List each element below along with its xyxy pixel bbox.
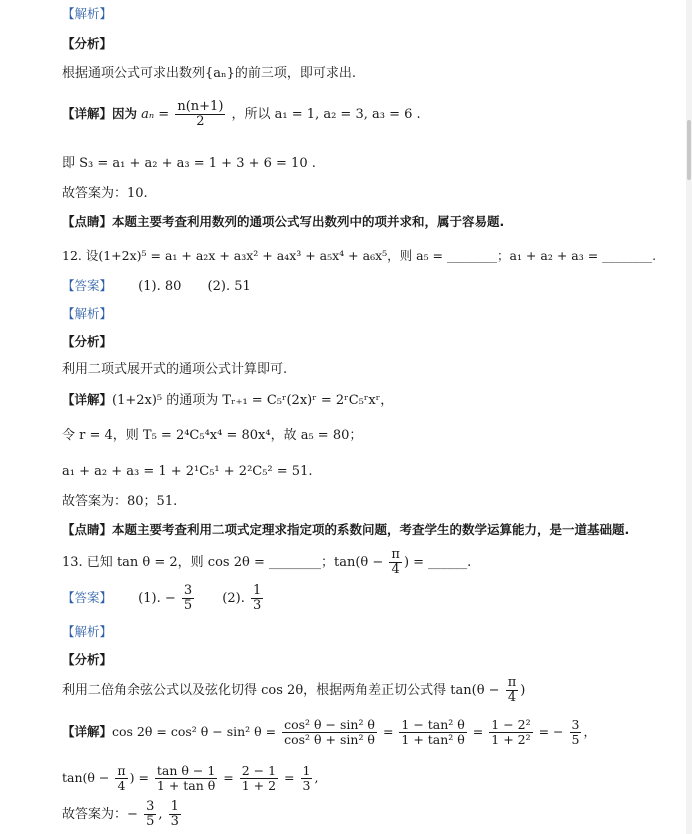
frac-num: 3 [183,583,193,598]
sum-line: 即 S₃ = a₁ + a₂ + a₃ = 1 + 3 + 6 = 10 . [62,156,316,171]
q13-tail: ) = ______. [403,555,472,570]
frac-den: 2 [196,114,205,129]
detail-line-sum: a₁ + a₂ + a₃ = 1 + 2¹C₅¹ + 2²C₅² = 51. [62,464,313,479]
fraction-1-3-c [169,800,181,829]
scrollbar[interactable] [686,0,692,834]
comma: , [158,807,163,822]
comment-line-2 [62,522,629,539]
q13-text: 13. 已知 tan θ = 2，则 cos 2θ = ________；tan(θ − [62,555,384,570]
section-label-xiangjie-3: 【详解】 [62,724,113,739]
fraction-1-3-b [301,764,313,793]
frac-den: 3 [302,778,311,793]
equals-sign: = [468,724,484,739]
fraction-tan [399,718,466,747]
detail-line-cos2theta [62,718,596,747]
section-label-jiexi: 【解析】 [62,6,113,21]
detail-line-binomial [62,392,393,409]
fraction-cos-sin [282,718,377,747]
frac-den: 4 [391,562,400,577]
section-label-fenxi-2: 【分析】 [62,334,113,349]
fraction-3-5-c [144,800,156,829]
fraction-3-5-b [570,718,582,747]
answer-row-13 [62,584,265,613]
final-answer-13 [62,800,183,829]
frac-den: 5 [183,598,193,613]
section-label-xiangjie-2: 【详解】 [62,392,113,407]
equals-sign: = [378,724,394,739]
detail-line-tan [62,764,318,793]
frac-num: 1 − tan² θ [401,717,465,732]
label-answer: 【答案】 [62,278,113,293]
detail-values: ，所以 a₁ = 1, a₂ = 3, a₃ = 6 . [231,107,421,122]
fraction-an [175,100,225,129]
frac-num: 1 − 2² [491,717,531,732]
frac-num: cos² θ − sin² θ [284,717,375,732]
frac-num: π [507,675,517,690]
frac-num: 3 [571,717,580,732]
comma: , [314,770,319,785]
frac-num: tan θ − 1 [156,763,216,778]
analysis-text: 根据通项公式可求出数列{aₙ}的前三项，即可求出. [62,66,357,81]
frac-den: 1 + 2 [241,778,277,793]
answer-line-10: 故答案为：10. [62,186,148,201]
formula-an: aₙ = [141,107,170,122]
fraction-pi-4-c [115,764,127,793]
equals-sign: = [280,770,295,785]
frac-den: 3 [170,814,179,829]
frac-den: cos² θ + sin² θ [284,732,375,747]
frac-num: 3 [146,799,155,814]
comma: ， [583,724,596,739]
frac-num: 1 [302,763,311,778]
label-answer-2: 【答案】 [62,590,113,605]
cos2theta-expr: cos 2θ = cos² θ − sin² θ = [112,724,277,739]
section-label-fenxi-3: 【分析】 [62,652,113,667]
section-label-dianjing: 【点睛】 [62,214,113,229]
section-label-jiexi-2: 【解析】 [62,306,113,321]
fraction-1-3 [251,584,263,613]
frac-den: 4 [117,778,126,793]
frac-den: 3 [252,598,262,613]
comment-line-1 [62,214,504,231]
fraction-3-5 [182,584,194,613]
fraction-2-1 [240,764,278,793]
binomial-term: (1+2x)⁵ 的通项为 Tᵣ₊₁ = C₅ʳ(2x)ʳ = 2ʳC₅ʳxʳ， [112,393,394,408]
frac-den: 5 [571,732,580,747]
close-paren-equals: ) = [129,770,149,785]
frac-num: 1 [170,799,179,814]
equals-minus-sign: = − [534,724,564,739]
section-label-dianjing-2: 【点睛】 [62,522,113,537]
scrollbar-thumb[interactable] [687,120,691,180]
frac-num: 1 [252,583,262,598]
fraction-pi-4-b [506,676,519,705]
frac-num: 2 − 1 [241,763,277,778]
frac-den: 1 + 2² [491,732,531,747]
analysis-3-tail: ) [520,683,526,698]
frac-den: 1 + tan² θ [401,732,465,747]
fraction-tan-minus [155,764,217,793]
answer-part-2: (2). 51 [207,279,251,294]
frac-den: 4 [507,690,517,705]
detail-line-r4: 令 r = 4，则 T₅ = 2⁴C₅⁴x⁴ = 80x⁴，故 a₅ = 80； [62,428,363,443]
section-label-jiexi-3: 【解析】 [62,624,113,639]
final-answer-label: 故答案为： [62,807,128,822]
comment-text: 本题主要考查利用数列的通项公式写出数列中的项并求和，属于容易题. [112,214,505,229]
comment-text-2: 本题主要考查利用二项式定理求指定项的系数问题，考查学生的数学运算能力，是一道基础题. [112,522,630,537]
section-label-xiangjie: 【详解】因为 [62,106,138,121]
question-13 [62,548,471,577]
analysis-3-text: 利用二倍角余弦公式以及弦化切得 cos 2θ，根据两角差正切公式得 tan(θ − [62,683,500,698]
answer-13-part-1: (1). − [138,591,176,606]
frac-den: 5 [146,814,155,829]
fraction-pi-4 [389,548,402,577]
tan-expr: tan(θ − [62,770,110,785]
frac-num: π [117,763,126,778]
section-label-fenxi: 【分析】 [62,36,113,51]
fraction-numeric [489,718,532,747]
question-12: 12. 设(1+2x)⁵ = a₁ + a₂x + a₃x² + a₄x³ + a₅x⁴ + a₆x⁵，则 a₅ = ________；a₁ + a₂ + a₃ = ________. [62,248,657,263]
analysis-text-3 [62,676,525,705]
answer-part-1: (1). 80 [138,279,182,294]
frac-den: 1 + tan θ [156,778,216,793]
answer-row-12 [62,278,251,295]
frac-num: n(n+1) [177,99,224,114]
analysis-text-2: 利用二项式展开式的通项公式计算即可. [62,362,288,377]
answer-line-80-51: 故答案为：80；51. [62,494,178,509]
equals-sign: = [219,770,234,785]
frac-num: π [391,547,400,562]
answer-13-part-2: (2). [222,591,245,606]
minus-sign: − [127,807,138,822]
detail-line-1 [62,100,421,129]
